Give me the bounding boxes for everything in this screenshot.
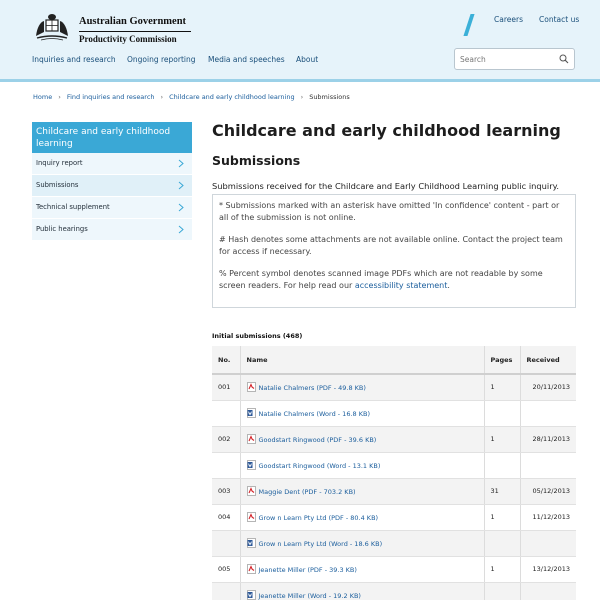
submission-received-date: 20/11/2013	[520, 374, 576, 400]
sidebar-item-label: Inquiry report	[36, 159, 83, 167]
submission-name-cell	[240, 504, 484, 530]
submission-pages: 1	[484, 504, 520, 530]
submission-number: 005	[212, 556, 240, 582]
submissions-count-heading: Initial submissions (468)	[212, 332, 303, 340]
submission-received-date: 28/11/2013	[520, 426, 576, 452]
breadcrumb-find-inquiries[interactable]: Find inquiries and research	[66, 93, 155, 101]
commission-name: Productivity Commission	[79, 34, 177, 44]
submission-pages: 1	[484, 374, 520, 400]
nav-media-speeches[interactable]: Media and speeches	[208, 55, 285, 64]
sidebar-item-submissions[interactable]	[32, 175, 192, 197]
pdf-file-icon	[247, 564, 256, 574]
submission-name-cell	[240, 478, 484, 504]
submission-name-cell	[240, 400, 484, 426]
submission-pages	[484, 582, 520, 600]
notes-box	[212, 194, 576, 308]
column-header-received: Received	[520, 346, 576, 374]
breadcrumb-home[interactable]: Home	[33, 93, 53, 101]
nav-inquiries-research[interactable]: Inquiries and research	[32, 55, 116, 64]
page-title: Childcare and early childhood learning	[212, 121, 561, 140]
submission-file-link[interactable]: Natalie Chalmers (Word - 16.8 KB)	[258, 410, 370, 418]
sidebar-item-label: Submissions	[36, 181, 79, 189]
contact-us-link[interactable]: Contact us	[539, 15, 580, 24]
breadcrumb-separator: ›	[160, 93, 164, 101]
column-header-pages: Pages	[484, 346, 520, 374]
pdf-file-icon	[247, 434, 256, 444]
chevron-right-icon	[178, 225, 184, 234]
word-file-icon	[247, 460, 256, 470]
submission-received-date: 05/12/2013	[520, 478, 576, 504]
submission-file-link[interactable]: Grow n Learn Pty Ltd (Word - 18.6 KB)	[258, 540, 383, 548]
chevron-right-icon	[178, 203, 184, 212]
note-asterisk: * Submissions marked with an asterisk have omitted 'In confidence' content - part or all of the submission is not online.	[219, 201, 560, 222]
sidebar-nav	[32, 122, 192, 241]
submission-file-link[interactable]: Jeanette Miller (PDF - 39.3 KB)	[258, 566, 357, 574]
submission-file-link[interactable]: Natalie Chalmers (PDF - 49.8 KB)	[258, 384, 366, 393]
submission-pages: 1	[484, 556, 520, 582]
pdf-file-icon	[247, 486, 256, 496]
note-percent	[219, 268, 569, 291]
submission-name-cell	[240, 426, 484, 452]
breadcrumb	[33, 93, 350, 101]
nav-about[interactable]: About	[296, 55, 319, 64]
decorative-slash	[463, 14, 474, 36]
submission-received-date	[520, 582, 576, 600]
submission-number	[212, 400, 240, 426]
submission-file-link[interactable]: Goodstart Ringwood (PDF - 39.6 KB)	[258, 436, 377, 444]
submission-received-date: 11/12/2013	[520, 504, 576, 530]
note-hash: # Hash denotes some attachments are not available online. Contact the project team for access if necessary.	[219, 235, 563, 256]
table-row	[212, 452, 576, 478]
submission-received-date: 13/12/2013	[520, 556, 576, 582]
sidebar-item-public-hearings[interactable]	[32, 219, 192, 241]
submission-received-date	[520, 530, 576, 556]
submission-number	[212, 582, 240, 600]
submission-number: 004	[212, 504, 240, 530]
table-row	[212, 400, 576, 426]
submission-pages: 1	[484, 426, 520, 452]
sidebar-heading[interactable]: Childcare and early childhood learning	[32, 122, 192, 153]
breadcrumb-separator: ›	[58, 93, 61, 101]
submission-number	[212, 452, 240, 478]
submission-name-cell	[240, 582, 484, 600]
intro-text: Submissions received for the Childcare and Early Childhood Learning public inquiry.	[212, 181, 559, 191]
submission-file-link[interactable]: Jeanette Miller (Word - 19.2 KB)	[258, 592, 361, 600]
submission-pages	[484, 452, 520, 478]
chevron-right-icon	[178, 181, 184, 190]
breadcrumb-separator: ›	[300, 93, 304, 101]
chevron-right-icon	[178, 159, 184, 168]
sidebar-item-label: Public hearings	[36, 225, 88, 233]
accessibility-statement-link[interactable]: accessibility statement	[354, 280, 448, 290]
pdf-file-icon	[247, 512, 256, 522]
search-box	[454, 48, 575, 70]
sidebar-item-technical-supplement[interactable]	[32, 197, 192, 219]
government-logo[interactable]	[33, 10, 187, 44]
submissions-table	[212, 346, 576, 600]
coat-of-arms-icon	[33, 10, 71, 42]
page-subtitle: Submissions	[212, 153, 301, 168]
submission-name-cell	[240, 374, 484, 400]
column-header-name: Name	[240, 346, 484, 374]
table-row	[212, 374, 576, 400]
submission-pages	[484, 400, 520, 426]
submission-received-date	[520, 400, 576, 426]
site-header	[0, 0, 600, 82]
breadcrumb-current: Submissions	[309, 93, 350, 101]
submission-received-date	[520, 452, 576, 478]
breadcrumb-childcare[interactable]: Childcare and early childhood learning	[169, 93, 295, 101]
submission-number: 003	[212, 478, 240, 504]
logo-divider	[79, 31, 191, 32]
column-header-no: No.	[212, 346, 240, 374]
submission-file-link[interactable]: Goodstart Ringwood (Word - 13.1 KB)	[258, 462, 381, 470]
submission-number	[212, 530, 240, 556]
search-icon[interactable]	[559, 54, 569, 64]
pdf-file-icon	[247, 382, 256, 392]
submission-file-link[interactable]: Maggie Dent (PDF - 703.2 KB)	[258, 488, 356, 496]
table-row	[212, 478, 576, 504]
submission-number: 001	[212, 374, 240, 400]
submission-number: 002	[212, 426, 240, 452]
table-row	[212, 582, 576, 600]
sidebar-item-inquiry-report[interactable]	[32, 153, 192, 175]
note-percent-text: % Percent symbol denotes scanned image PDFs which are not readable by some screen readers. For help read our	[219, 269, 543, 290]
table-header-row	[212, 346, 576, 374]
nav-ongoing-reporting[interactable]: Ongoing reporting	[127, 55, 196, 64]
table-row	[212, 556, 576, 582]
table-row	[212, 530, 576, 556]
word-file-icon	[247, 408, 256, 418]
government-name: Australian Government	[79, 16, 187, 27]
word-file-icon	[247, 590, 256, 600]
sidebar-item-label: Technical supplement	[36, 203, 110, 211]
submission-pages: 31	[484, 478, 520, 504]
table-row	[212, 426, 576, 452]
submission-pages	[484, 530, 520, 556]
table-row	[212, 504, 576, 530]
submission-name-cell	[240, 556, 484, 582]
submission-file-link[interactable]: Grow n Learn Pty Ltd (PDF - 80.4 KB)	[258, 514, 379, 522]
note-percent-end: .	[447, 280, 450, 290]
submission-name-cell	[240, 530, 484, 556]
submission-name-cell	[240, 452, 484, 478]
word-file-icon	[247, 538, 256, 548]
table-body	[212, 374, 576, 600]
search-input[interactable]	[455, 49, 555, 69]
careers-link[interactable]: Careers	[494, 15, 523, 24]
